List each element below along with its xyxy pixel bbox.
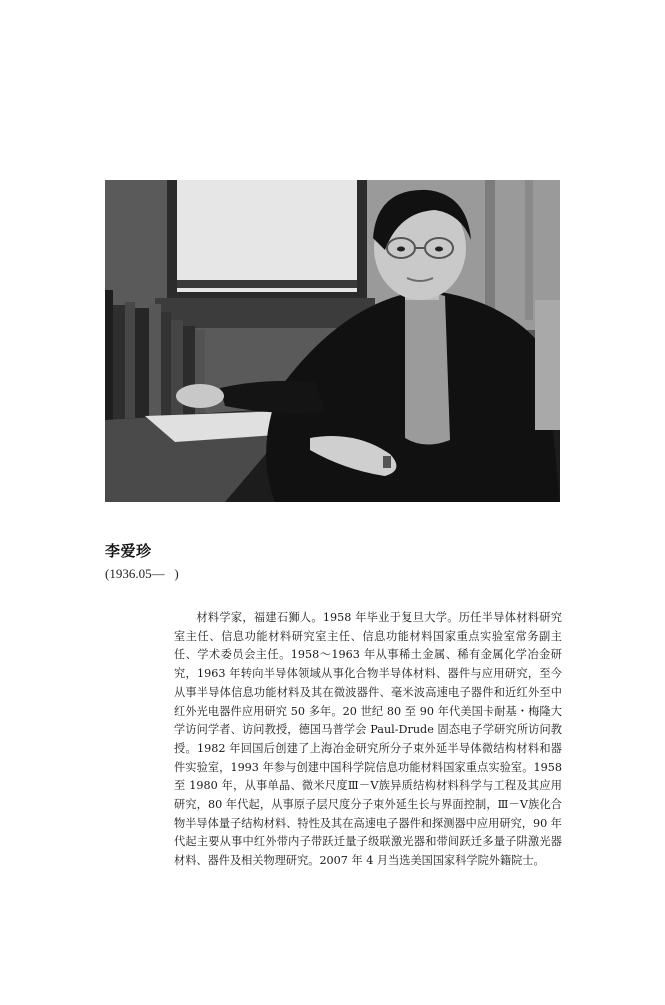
life-dates: (1936.05— ) [105, 566, 179, 581]
biography-text: 材料学家，福建石狮人。1958 年毕业于复旦大学。历任半导体材料研究室主任、信息功能材料研究室主任、信息功能材料国家重点实验室常务副主任、学术委员会主任。1958～1963 年从事稀土金属、稀有金属化学冶金研究，1963 年转向半导体领域从事化合物半导体材料、器件与应用研究，至今从事半导体信息功能材料及其在微波器件、毫米波高速电子器件和近红外至中红外光电器件应用研究 50 多年。20 世纪 80 至 90 年代美国卡耐基・梅隆大学访问学者、访问教授，德国马普学会 Paul-Drude 固态电子学研究所访问教授。1982 年回国后创建了上海冶金研究所分子束外延半导体微结构材料和器件实验室，1993 年参与创建中国科学院信息功能材料国家重点实验室。1958 至 1980 年，从事单晶、微米尺度Ⅲ－Ⅴ族异质结构材料科学与工程及其应用研究，80 年代起，从事原子层尺度分子束外延生长与界面控制，Ⅲ－Ⅴ族化合物半导体量子结构材料、特性及其在高速电子器件和探测器中应用研究，90 年代起主要从事中红外带内子带跃迁量子级联激光器和带间跃迁多量子阱激光器材料、器件及相关物理研究。2007 年 4 月当选美国国家科学院外籍院士。 [174, 611, 562, 868]
portrait-photo [105, 180, 560, 502]
person-name: 李爱珍 [105, 542, 152, 560]
